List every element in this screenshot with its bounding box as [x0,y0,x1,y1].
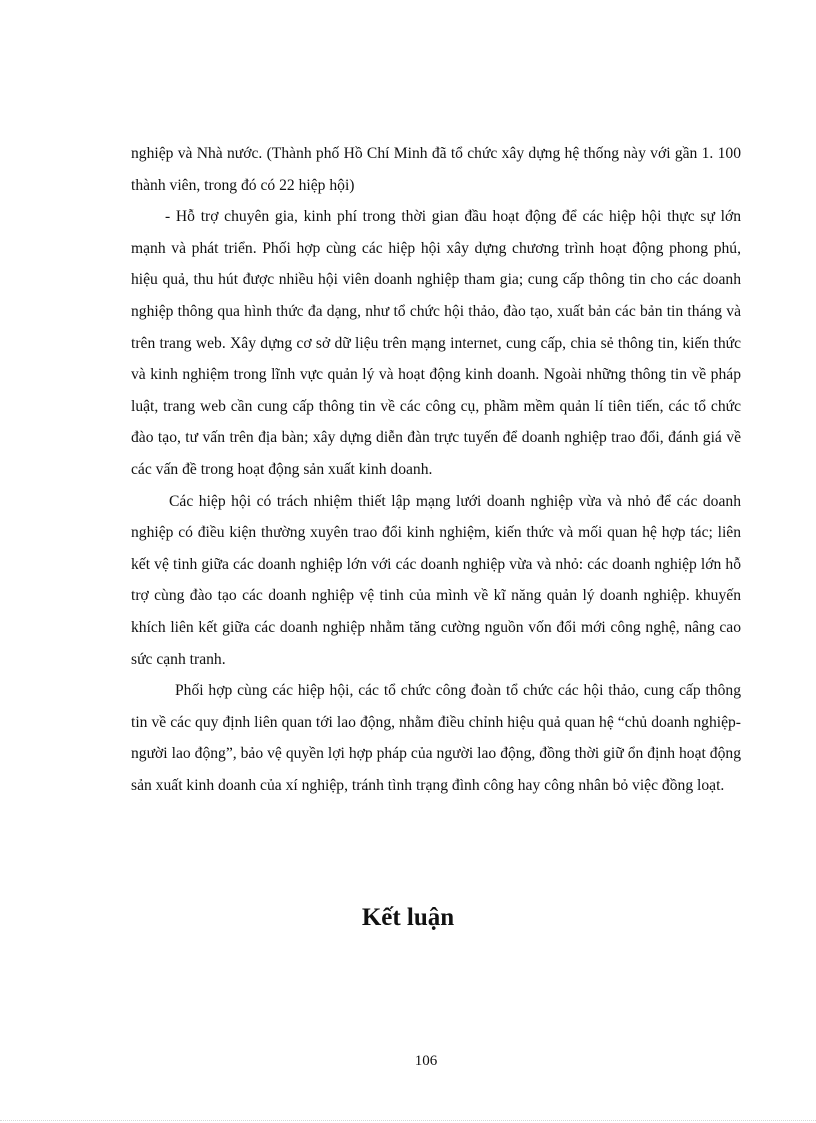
body-text [131,138,741,801]
paragraph-labor-relations: Phối hợp cùng các hiệp hội, các tổ chức công đoàn tổ chức các hội thảo, cung cấp thông tin về các quy định liên quan tới lao động, nhằm điều chỉnh hiệu quả quan hệ “chủ doanh nghiệp- người lao động”, bảo vệ quyền lợi hợp pháp của người lao động, đồng thời giữ ổn định hoạt động sản xuất kinh doanh của xí nghiệp, tránh tình trạng đình công hay công nhân bỏ việc đồng loạt. [131,682,741,794]
paragraph-associations: Các hiệp hội có trách nhiệm thiết lập mạng lưới doanh nghiệp vừa và nhỏ để các doanh nghiệp có điều kiện thường xuyên trao đổi kinh nghiệm, kiến thức và mối quan hệ hợp tác; liên kết vệ tinh giữa các doanh nghiệp lớn với các doanh nghiệp vừa và nhỏ: các doanh nghiệp lớn hỗ trợ cùng đào tạo các doanh nghiệp vệ tinh của mình về kĩ năng quản lý doanh nghiệp. khuyến khích liên kết giữa các doanh nghiệp nhằm tăng cường nguồn vốn đổi mới công nghệ, nâng cao sức cạnh tranh. [131,492,741,668]
paragraph-continuation: nghiệp và Nhà nước. (Thành phố Hồ Chí Minh đã tổ chức xây dựng hệ thống này với gần 1. 100 thành viên, trong đó có 22 hiệp hội) [131,145,741,194]
section-heading-conclusion: Kết luận [361,904,455,931]
page-number: 106 [414,1053,438,1069]
paragraph-bullet-support: - Hỗ trợ chuyên gia, kinh phí trong thời gian đầu hoạt động để các hiệp hội thực sự lớn mạnh và phát triển. Phối hợp cùng các hiệp hội xây dựng chương trình hoạt động phong phú, hiệu quả, thu hút được nhiều hội viên doanh nghiệp tham gia; cung cấp thông tin cho các doanh nghiệp thông qua hình thức đa dạng, như tổ chức hội thảo, đào tạo, xuất bản các bản tin tháng và trên trang web. Xây dựng cơ sở dữ liệu trên mạng internet, cung cấp, chia sẻ thông tin, kiến thức và kinh nghiệm trong lĩnh vực quản lý và hoạt động kinh doanh. Ngoài những thông tin về pháp luật, trang web cần cung cấp thông tin về các công cụ, phầm mềm quản lí tiên tiến, các tổ chức đào tạo, tư vấn trên địa bàn; xây dựng diễn đàn trực tuyến để doanh nghiệp trao đổi, đánh giá về các vấn đề trong hoạt động sản xuất kinh doanh. [131,208,741,478]
page-bottom-border [0,1120,816,1121]
